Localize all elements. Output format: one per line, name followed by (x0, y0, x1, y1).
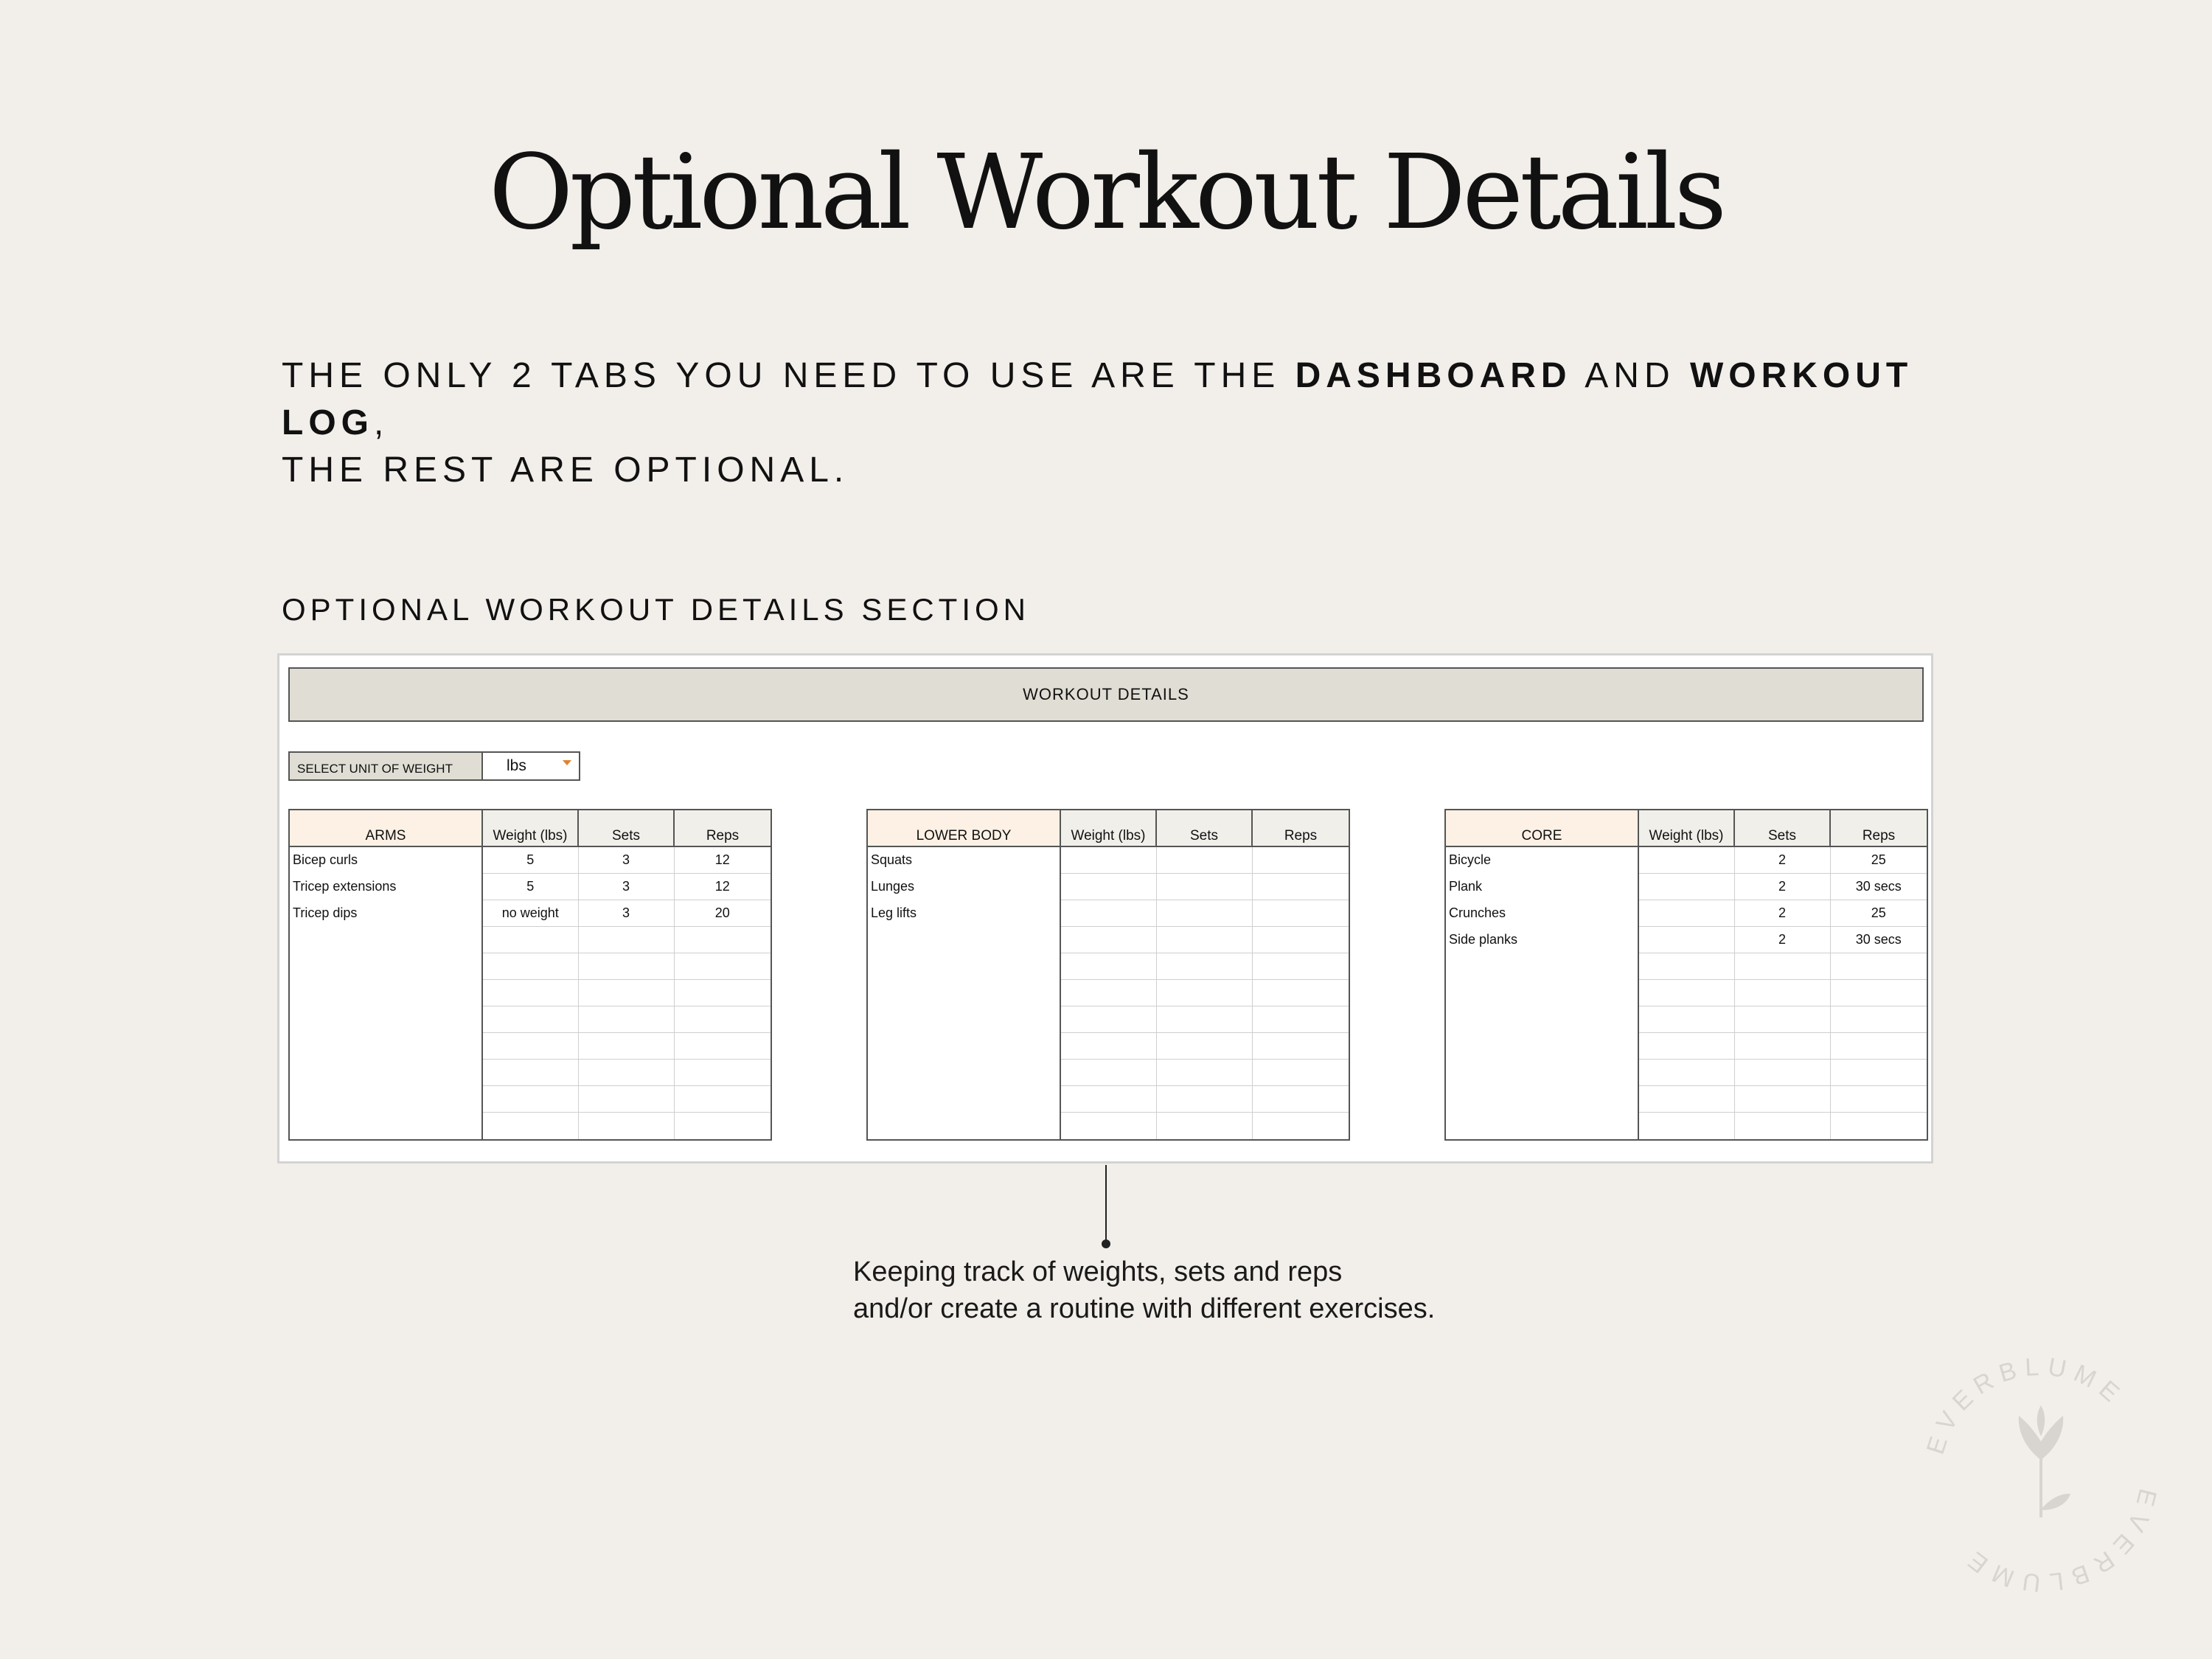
table-row (867, 979, 1349, 1006)
table-row (1445, 1059, 1927, 1085)
reps-cell[interactable] (1830, 1112, 1927, 1140)
weight-cell[interactable] (1638, 873, 1734, 900)
table-row (867, 1059, 1349, 1085)
exercise-cell[interactable] (867, 1006, 1060, 1032)
table-row (289, 1006, 771, 1032)
workout-table-core (1444, 809, 1928, 1141)
table-row (289, 1085, 771, 1112)
reps-cell[interactable] (674, 1032, 771, 1059)
sets-cell[interactable] (1734, 1085, 1830, 1112)
reps-cell[interactable]: 25 (1830, 846, 1927, 873)
reps-cell[interactable] (674, 926, 771, 953)
sets-cell[interactable] (1156, 1032, 1252, 1059)
exercise-cell[interactable] (1445, 953, 1638, 979)
dropdown-caret-icon[interactable] (563, 760, 571, 765)
exercise-cell[interactable]: Leg lifts (867, 900, 1060, 926)
reps-cell[interactable] (1252, 926, 1349, 953)
sets-cell[interactable] (1156, 1085, 1252, 1112)
weight-cell[interactable] (1060, 846, 1156, 873)
table-row (867, 1032, 1349, 1059)
caption (853, 1253, 1435, 1327)
reps-cell[interactable] (674, 953, 771, 979)
weight-cell[interactable] (482, 1032, 578, 1059)
table-row (1445, 1006, 1927, 1032)
table-row (289, 1112, 771, 1140)
reps-cell[interactable]: 25 (1830, 900, 1927, 926)
column-header: Weight (lbs) (1638, 810, 1734, 846)
sets-cell[interactable] (1156, 1059, 1252, 1085)
sets-cell[interactable]: 3 (578, 900, 674, 926)
sets-cell[interactable] (578, 1085, 674, 1112)
workout-table-lower-body (866, 809, 1350, 1141)
sets-cell[interactable] (1156, 1006, 1252, 1032)
table-row (289, 979, 771, 1006)
exercise-cell[interactable]: Plank (1445, 873, 1638, 900)
table-row (867, 846, 1349, 873)
column-header: Sets (1156, 810, 1252, 846)
page-title: Optional Workout Details (488, 133, 1724, 253)
exercise-cell[interactable] (867, 1032, 1060, 1059)
caption-line-2: and/or create a routine with different exercises. (853, 1293, 1436, 1324)
weight-cell[interactable] (1060, 1085, 1156, 1112)
weight-cell[interactable]: 5 (482, 873, 578, 900)
weight-cell[interactable] (482, 1085, 578, 1112)
table-row (1445, 1032, 1927, 1059)
exercise-cell[interactable]: Lunges (867, 873, 1060, 900)
reps-cell[interactable] (1252, 846, 1349, 873)
reps-cell[interactable]: 30 secs (1830, 926, 1927, 953)
reps-cell[interactable] (674, 1059, 771, 1085)
exercise-cell[interactable] (1445, 1085, 1638, 1112)
weight-cell[interactable] (1638, 1112, 1734, 1140)
sets-cell[interactable] (1734, 1112, 1830, 1140)
column-header: Sets (578, 810, 674, 846)
weight-cell[interactable] (482, 953, 578, 979)
exercise-cell[interactable] (289, 953, 482, 979)
sets-cell[interactable] (1156, 873, 1252, 900)
table-row (867, 1112, 1349, 1140)
table-row (1445, 900, 1927, 926)
table-row (1445, 1112, 1927, 1140)
column-header: Reps (1252, 810, 1349, 846)
weight-cell[interactable]: no weight (482, 900, 578, 926)
reps-cell[interactable]: 20 (674, 900, 771, 926)
exercise-cell[interactable]: Tricep extensions (289, 873, 482, 900)
column-header: Sets (1734, 810, 1830, 846)
watermark-text-1: EVERBLUME (1921, 1352, 2130, 1458)
sets-cell[interactable] (1156, 846, 1252, 873)
sets-cell[interactable]: 2 (1734, 846, 1830, 873)
reps-cell[interactable] (1252, 873, 1349, 900)
intro-tab-dashboard: DASHBOARD (1295, 356, 1572, 395)
reps-cell[interactable] (1252, 1085, 1349, 1112)
sets-cell[interactable] (1734, 1059, 1830, 1085)
exercise-cell[interactable] (289, 1059, 482, 1085)
reps-cell[interactable]: 12 (674, 846, 771, 873)
exercise-cell[interactable] (289, 1006, 482, 1032)
table-row (867, 1085, 1349, 1112)
table-row (289, 846, 771, 873)
exercise-cell[interactable] (867, 979, 1060, 1006)
sets-cell[interactable] (1156, 979, 1252, 1006)
exercise-cell[interactable] (867, 1085, 1060, 1112)
tulip-icon (2019, 1405, 2070, 1517)
weight-cell[interactable] (1638, 1032, 1734, 1059)
exercise-cell[interactable]: Bicep curls (289, 846, 482, 873)
table-row (1445, 979, 1927, 1006)
weight-cell[interactable] (1638, 1059, 1734, 1085)
weight-cell[interactable] (1060, 926, 1156, 953)
exercise-cell[interactable]: Bicycle (1445, 846, 1638, 873)
weight-cell[interactable] (482, 1112, 578, 1140)
reps-cell[interactable] (674, 1112, 771, 1140)
exercise-cell[interactable]: Side planks (1445, 926, 1638, 953)
intro-part3: , (374, 403, 389, 442)
exercise-cell[interactable] (289, 979, 482, 1006)
exercise-cell[interactable] (289, 1032, 482, 1059)
table-row (867, 953, 1349, 979)
intro-tab-workout-log: WORKOUT LOG (282, 356, 1913, 442)
weight-cell[interactable] (482, 979, 578, 1006)
table-row (867, 873, 1349, 900)
intro-part1: THE ONLY 2 TABS YOU NEED TO USE ARE THE (282, 356, 1295, 395)
weight-cell[interactable] (1060, 1112, 1156, 1140)
reps-cell[interactable] (674, 1006, 771, 1032)
sets-cell[interactable] (1734, 1032, 1830, 1059)
exercise-cell[interactable] (1445, 979, 1638, 1006)
column-header: Weight (lbs) (1060, 810, 1156, 846)
sets-cell[interactable] (578, 926, 674, 953)
weight-cell[interactable] (482, 1059, 578, 1085)
weight-cell[interactable] (482, 926, 578, 953)
weight-cell[interactable] (1060, 953, 1156, 979)
reps-cell[interactable] (1830, 979, 1927, 1006)
sets-cell[interactable]: 2 (1734, 873, 1830, 900)
weight-cell[interactable] (1638, 846, 1734, 873)
unit-of-weight-dropdown[interactable] (483, 753, 579, 779)
table-row (867, 900, 1349, 926)
sets-cell[interactable]: 2 (1734, 926, 1830, 953)
reps-cell[interactable] (1252, 979, 1349, 1006)
weight-cell[interactable] (1060, 979, 1156, 1006)
weight-cell[interactable] (1060, 1006, 1156, 1032)
spreadsheet-panel (277, 653, 1933, 1164)
exercise-cell[interactable] (867, 926, 1060, 953)
sets-cell[interactable] (1156, 1112, 1252, 1140)
table-row (1445, 1085, 1927, 1112)
weight-cell[interactable] (1060, 1032, 1156, 1059)
table-row (289, 1059, 771, 1085)
table-row (1445, 873, 1927, 900)
reps-cell[interactable] (1252, 900, 1349, 926)
category-header: CORE (1445, 810, 1638, 846)
exercise-cell[interactable] (1445, 1006, 1638, 1032)
reps-cell[interactable] (674, 1085, 771, 1112)
weight-cell[interactable]: 5 (482, 846, 578, 873)
intro-text (282, 352, 1978, 494)
reps-cell[interactable] (674, 979, 771, 1006)
unit-of-weight-selector (288, 751, 580, 781)
table-row (1445, 953, 1927, 979)
sets-cell[interactable]: 3 (578, 846, 674, 873)
table-row (289, 873, 771, 900)
caption-line-1: Keeping track of weights, sets and reps (853, 1256, 1343, 1287)
sets-cell[interactable] (578, 1032, 674, 1059)
column-header: Reps (674, 810, 771, 846)
weight-cell[interactable] (1638, 1085, 1734, 1112)
table-row (867, 926, 1349, 953)
watermark-text-2: EVERBLUME (1957, 1486, 2163, 1597)
weight-cell[interactable] (1060, 900, 1156, 926)
exercise-cell[interactable] (867, 1059, 1060, 1085)
reps-cell[interactable]: 12 (674, 873, 771, 900)
weight-cell[interactable] (1638, 900, 1734, 926)
reps-cell[interactable] (1830, 1085, 1927, 1112)
weight-cell[interactable] (482, 1006, 578, 1032)
weight-cell[interactable] (1638, 926, 1734, 953)
weight-cell[interactable] (1060, 873, 1156, 900)
exercise-cell[interactable]: Tricep dips (289, 900, 482, 926)
reps-cell[interactable] (1252, 953, 1349, 979)
column-header: Reps (1830, 810, 1927, 846)
reps-cell[interactable] (1830, 953, 1927, 979)
sets-cell[interactable] (1734, 953, 1830, 979)
table-row (867, 1006, 1349, 1032)
exercise-cell[interactable] (1445, 1059, 1638, 1085)
sets-cell[interactable]: 2 (1734, 900, 1830, 926)
table-row (289, 953, 771, 979)
unit-of-weight-value: lbs (507, 757, 526, 774)
reps-cell[interactable] (1252, 1006, 1349, 1032)
exercise-cell[interactable] (1445, 1112, 1638, 1140)
reps-cell[interactable] (1830, 1032, 1927, 1059)
exercise-cell[interactable] (867, 1112, 1060, 1140)
exercise-cell[interactable]: Squats (867, 846, 1060, 873)
intro-part2: AND (1571, 356, 1690, 395)
weight-cell[interactable] (1638, 1006, 1734, 1032)
sets-cell[interactable] (1156, 926, 1252, 953)
sets-cell[interactable] (578, 1112, 674, 1140)
column-header: Weight (lbs) (482, 810, 578, 846)
exercise-cell[interactable] (867, 953, 1060, 979)
workout-table-arms (288, 809, 772, 1141)
callout-dot (1102, 1239, 1110, 1248)
sets-cell[interactable] (1156, 900, 1252, 926)
sets-cell[interactable] (1734, 979, 1830, 1006)
reps-cell[interactable] (1252, 1059, 1349, 1085)
weight-cell[interactable] (1638, 979, 1734, 1006)
exercise-cell[interactable]: Crunches (1445, 900, 1638, 926)
weight-cell[interactable] (1060, 1059, 1156, 1085)
table-row (289, 926, 771, 953)
category-header: LOWER BODY (867, 810, 1060, 846)
sets-cell[interactable] (578, 979, 674, 1006)
table-row (289, 1032, 771, 1059)
sets-cell[interactable]: 3 (578, 873, 674, 900)
intro-line2: THE REST ARE OPTIONAL. (282, 451, 849, 490)
exercise-cell[interactable] (289, 1085, 482, 1112)
section-label: OPTIONAL WORKOUT DETAILS SECTION (282, 592, 1030, 627)
callout-line (1105, 1165, 1107, 1243)
table-row (1445, 846, 1927, 873)
exercise-cell[interactable] (289, 926, 482, 953)
reps-cell[interactable] (1252, 1032, 1349, 1059)
reps-cell[interactable] (1830, 1006, 1927, 1032)
sets-cell[interactable] (578, 953, 674, 979)
workout-details-banner: WORKOUT DETAILS (288, 667, 1924, 722)
reps-cell[interactable] (1252, 1112, 1349, 1140)
sets-cell[interactable] (1734, 1006, 1830, 1032)
unit-of-weight-label: SELECT UNIT OF WEIGHT (290, 753, 483, 779)
table-row (289, 900, 771, 926)
table-row (1445, 926, 1927, 953)
reps-cell[interactable] (1830, 1059, 1927, 1085)
exercise-cell[interactable] (289, 1112, 482, 1140)
exercise-cell[interactable] (1445, 1032, 1638, 1059)
sets-cell[interactable] (578, 1059, 674, 1085)
sets-cell[interactable] (1156, 953, 1252, 979)
everblume-logo-watermark (1916, 1349, 2166, 1600)
reps-cell[interactable]: 30 secs (1830, 873, 1927, 900)
weight-cell[interactable] (1638, 953, 1734, 979)
sets-cell[interactable] (578, 1006, 674, 1032)
category-header: ARMS (289, 810, 482, 846)
